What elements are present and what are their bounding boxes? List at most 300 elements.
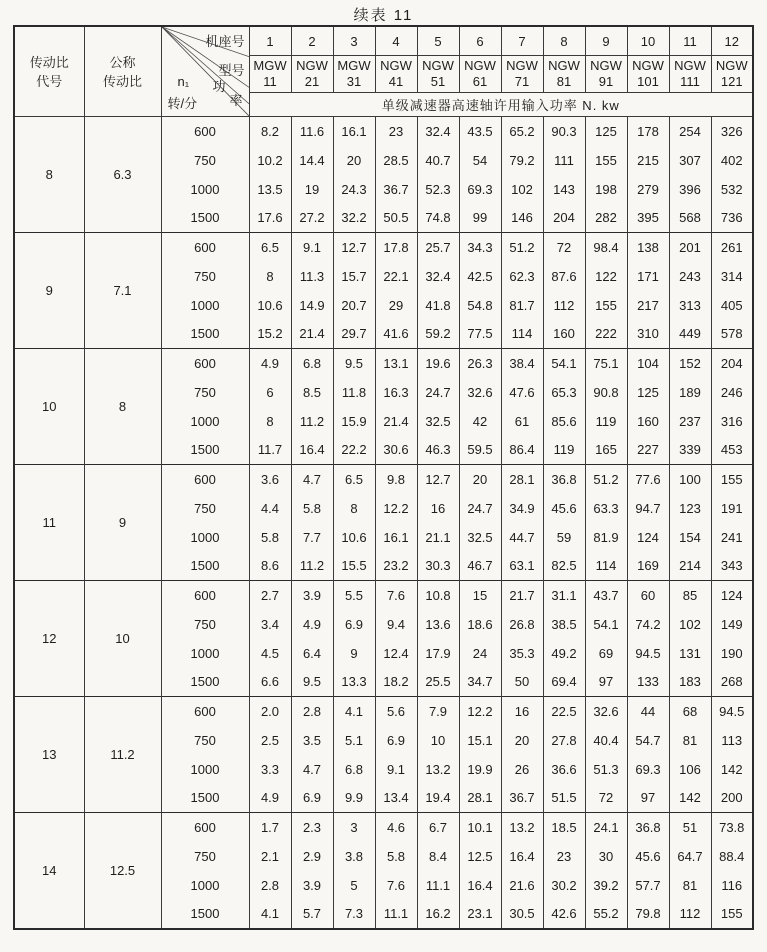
model-cell-3 <box>333 56 375 93</box>
power-value-cell: 85.6 <box>543 407 585 436</box>
power-value-cell: 26.3 <box>459 349 501 378</box>
power-value-cell: 36.7 <box>501 784 543 813</box>
power-value-cell: 43.7 <box>585 581 627 610</box>
power-value-cell: 60 <box>627 581 669 610</box>
power-value-cell: 2.7 <box>249 581 291 610</box>
power-label-char2: 率 <box>229 93 243 108</box>
power-value-cell: 51 <box>669 813 711 842</box>
power-value-cell: 279 <box>627 175 669 204</box>
model-cell-12 <box>711 56 753 93</box>
power-value-cell: 736 <box>711 204 753 233</box>
power-value-cell: 24.7 <box>417 378 459 407</box>
power-value-cell: 6.9 <box>375 726 417 755</box>
power-value-cell: 8.2 <box>249 117 291 146</box>
power-value-cell: 42.5 <box>459 262 501 291</box>
power-value-cell: 24.3 <box>333 175 375 204</box>
power-value-cell: 24.1 <box>585 813 627 842</box>
power-value-cell: 98.4 <box>585 233 627 262</box>
power-value-cell: 171 <box>627 262 669 291</box>
power-value-cell: 13.4 <box>375 784 417 813</box>
power-value-cell: 54.1 <box>543 349 585 378</box>
speed-cell: 1500 <box>161 552 249 581</box>
power-value-cell: 11.8 <box>333 378 375 407</box>
power-value-cell: 81.7 <box>501 291 543 320</box>
power-value-cell: 6.8 <box>333 755 375 784</box>
power-value-cell: 125 <box>627 378 669 407</box>
power-value-cell: 191 <box>711 494 753 523</box>
power-value-cell: 222 <box>585 320 627 349</box>
power-value-cell: 45.6 <box>543 494 585 523</box>
power-value-cell: 40.7 <box>417 146 459 175</box>
nominal-ratio-cell: 7.1 <box>84 233 161 349</box>
power-value-cell: 32.5 <box>459 523 501 552</box>
ratio-code-cell: 10 <box>14 349 84 465</box>
power-value-cell: 21.1 <box>417 523 459 552</box>
power-value-cell: 27.2 <box>291 204 333 233</box>
power-value-cell: 69.3 <box>627 755 669 784</box>
model-series: NGW <box>674 58 706 73</box>
power-value-cell: 27.8 <box>543 726 585 755</box>
power-value-cell: 22.5 <box>543 697 585 726</box>
power-value-cell: 243 <box>669 262 711 291</box>
power-value-cell: 39.2 <box>585 871 627 900</box>
power-value-cell: 79.2 <box>501 146 543 175</box>
table-row <box>14 465 753 494</box>
power-value-cell: 8 <box>249 407 291 436</box>
power-value-cell: 146 <box>501 204 543 233</box>
power-value-cell: 16.4 <box>459 871 501 900</box>
power-value-cell: 21.6 <box>501 871 543 900</box>
power-value-cell: 114 <box>585 552 627 581</box>
power-value-cell: 32.6 <box>459 378 501 407</box>
power-value-cell: 31.1 <box>543 581 585 610</box>
speed-cell: 1000 <box>161 291 249 320</box>
power-value-cell: 152 <box>669 349 711 378</box>
power-value-cell: 19.9 <box>459 755 501 784</box>
power-value-cell: 316 <box>711 407 753 436</box>
power-value-cell: 112 <box>669 900 711 929</box>
power-value-cell: 102 <box>501 175 543 204</box>
power-value-cell: 68 <box>669 697 711 726</box>
power-value-cell: 8.4 <box>417 842 459 871</box>
power-value-cell: 246 <box>711 378 753 407</box>
power-value-cell: 19 <box>291 175 333 204</box>
power-value-cell: 54.1 <box>585 610 627 639</box>
power-value-cell: 6.9 <box>333 610 375 639</box>
power-value-cell: 13.2 <box>501 813 543 842</box>
power-value-cell: 3.4 <box>249 610 291 639</box>
power-value-cell: 29.7 <box>333 320 375 349</box>
power-value-cell: 155 <box>711 465 753 494</box>
model-size: 61 <box>472 74 488 89</box>
power-value-cell: 112 <box>543 291 585 320</box>
speed-cell: 1000 <box>161 523 249 552</box>
power-value-cell: 51.5 <box>543 784 585 813</box>
power-value-cell: 49.2 <box>543 639 585 668</box>
power-value-cell: 149 <box>711 610 753 639</box>
power-value-cell: 7.6 <box>375 871 417 900</box>
power-value-cell: 10.6 <box>333 523 375 552</box>
power-value-cell: 7.9 <box>417 697 459 726</box>
power-value-cell: 237 <box>669 407 711 436</box>
diagonal-header-cell <box>161 26 249 117</box>
model-series: NGW <box>380 58 412 73</box>
power-value-cell: 43.5 <box>459 117 501 146</box>
power-value-cell: 23.2 <box>375 552 417 581</box>
power-value-cell: 3 <box>333 813 375 842</box>
ratio-code-cell: 9 <box>14 233 84 349</box>
power-value-cell: 201 <box>669 233 711 262</box>
power-value-cell: 9.1 <box>375 755 417 784</box>
power-value-cell: 16.4 <box>291 436 333 465</box>
power-value-cell: 14.9 <box>291 291 333 320</box>
power-value-cell: 59.2 <box>417 320 459 349</box>
power-value-cell: 90.3 <box>543 117 585 146</box>
speed-cell: 1500 <box>161 320 249 349</box>
power-value-cell: 578 <box>711 320 753 349</box>
power-value-cell: 38.4 <box>501 349 543 378</box>
power-value-cell: 198 <box>585 175 627 204</box>
power-value-cell: 52.3 <box>417 175 459 204</box>
power-value-cell: 26.8 <box>501 610 543 639</box>
power-value-cell: 63.1 <box>501 552 543 581</box>
power-value-cell: 34.3 <box>459 233 501 262</box>
power-value-cell: 104 <box>627 349 669 378</box>
power-value-cell: 9.8 <box>375 465 417 494</box>
frame-number-5: 5 <box>417 26 459 56</box>
power-value-cell: 214 <box>669 552 711 581</box>
speed-cell: 600 <box>161 697 249 726</box>
power-value-cell: 19.6 <box>417 349 459 378</box>
power-value-cell: 44.7 <box>501 523 543 552</box>
power-value-cell: 131 <box>669 639 711 668</box>
model-size: 31 <box>346 74 362 89</box>
table-row <box>14 697 753 726</box>
speed-cell: 1000 <box>161 175 249 204</box>
power-value-cell: 20 <box>501 726 543 755</box>
model-series: NGW <box>590 58 622 73</box>
power-value-cell: 261 <box>711 233 753 262</box>
power-value-cell: 8 <box>333 494 375 523</box>
speed-cell: 750 <box>161 146 249 175</box>
power-value-cell: 282 <box>585 204 627 233</box>
nominal-ratio-cell: 12.5 <box>84 813 161 929</box>
power-value-cell: 21.7 <box>501 581 543 610</box>
speed-cell: 750 <box>161 262 249 291</box>
power-value-cell: 13.3 <box>333 668 375 697</box>
power-value-cell: 20 <box>459 465 501 494</box>
power-value-cell: 532 <box>711 175 753 204</box>
power-value-cell: 10.6 <box>249 291 291 320</box>
power-value-cell: 11.6 <box>291 117 333 146</box>
frame-number-2: 2 <box>291 26 333 56</box>
power-value-cell: 38.5 <box>543 610 585 639</box>
speed-cell: 750 <box>161 610 249 639</box>
power-value-cell: 17.8 <box>375 233 417 262</box>
power-value-cell: 75.1 <box>585 349 627 378</box>
model-cell-8 <box>543 56 585 93</box>
power-value-cell: 4.9 <box>249 784 291 813</box>
power-value-cell: 34.9 <box>501 494 543 523</box>
power-value-cell: 30 <box>585 842 627 871</box>
ratio-code-cell: 11 <box>14 465 84 581</box>
speed-cell: 1000 <box>161 407 249 436</box>
power-value-cell: 57.7 <box>627 871 669 900</box>
model-cell-7 <box>501 56 543 93</box>
power-value-cell: 6.4 <box>291 639 333 668</box>
nominal-ratio-cell: 8 <box>84 349 161 465</box>
nominal-ratio-header-line2: 传动比 <box>102 73 142 89</box>
power-value-cell: 7.6 <box>375 581 417 610</box>
power-value-cell: 47.6 <box>501 378 543 407</box>
ratio-code-header <box>14 26 84 117</box>
table-row <box>14 813 753 842</box>
power-value-cell: 4.6 <box>375 813 417 842</box>
power-value-cell: 4.7 <box>291 465 333 494</box>
power-value-cell: 6.8 <box>291 349 333 378</box>
power-value-cell: 2.5 <box>249 726 291 755</box>
power-value-cell: 13.1 <box>375 349 417 378</box>
power-value-cell: 28.1 <box>501 465 543 494</box>
power-value-cell: 34.7 <box>459 668 501 697</box>
model-size: 91 <box>598 74 614 89</box>
power-value-cell: 119 <box>543 436 585 465</box>
power-value-cell: 46.3 <box>417 436 459 465</box>
power-value-cell: 7.3 <box>333 900 375 929</box>
power-value-cell: 32.6 <box>585 697 627 726</box>
power-value-cell: 59.5 <box>459 436 501 465</box>
speed-cell: 1500 <box>161 204 249 233</box>
power-value-cell: 19.4 <box>417 784 459 813</box>
model-cell-6 <box>459 56 501 93</box>
power-value-cell: 30.6 <box>375 436 417 465</box>
power-value-cell: 74.8 <box>417 204 459 233</box>
speed-cell: 1500 <box>161 900 249 929</box>
speed-cell: 600 <box>161 465 249 494</box>
power-value-cell: 268 <box>711 668 753 697</box>
power-value-cell: 46.7 <box>459 552 501 581</box>
nominal-ratio-cell: 9 <box>84 465 161 581</box>
power-value-cell: 8.5 <box>291 378 333 407</box>
power-value-cell: 190 <box>711 639 753 668</box>
power-value-cell: 3.9 <box>291 871 333 900</box>
power-value-cell: 6.5 <box>249 233 291 262</box>
power-value-cell: 20 <box>333 146 375 175</box>
power-value-cell: 6.9 <box>291 784 333 813</box>
power-value-cell: 36.8 <box>543 465 585 494</box>
power-value-cell: 395 <box>627 204 669 233</box>
power-value-cell: 54 <box>459 146 501 175</box>
power-value-cell: 30.2 <box>543 871 585 900</box>
power-value-cell: 204 <box>543 204 585 233</box>
power-value-cell: 307 <box>669 146 711 175</box>
table-row <box>14 349 753 378</box>
power-value-cell: 4.1 <box>333 697 375 726</box>
model-size: 101 <box>637 74 659 89</box>
frame-number-11: 11 <box>669 26 711 56</box>
power-value-cell: 94.7 <box>627 494 669 523</box>
power-value-cell: 138 <box>627 233 669 262</box>
power-value-cell: 189 <box>669 378 711 407</box>
power-value-cell: 254 <box>669 117 711 146</box>
power-value-cell: 8.6 <box>249 552 291 581</box>
power-value-cell: 10 <box>417 726 459 755</box>
nominal-ratio-cell: 10 <box>84 581 161 697</box>
frame-number-9: 9 <box>585 26 627 56</box>
model-series: NGW <box>422 58 454 73</box>
power-value-cell: 72 <box>585 784 627 813</box>
power-value-cell: 62.3 <box>501 262 543 291</box>
power-value-cell: 11.7 <box>249 436 291 465</box>
power-value-cell: 51.3 <box>585 755 627 784</box>
power-value-cell: 40.4 <box>585 726 627 755</box>
power-value-cell: 16.2 <box>417 900 459 929</box>
power-value-cell: 10.8 <box>417 581 459 610</box>
power-value-cell: 3.6 <box>249 465 291 494</box>
power-value-cell: 42 <box>459 407 501 436</box>
speed-cell: 600 <box>161 581 249 610</box>
ratio-code-header-line1: 传动比 <box>29 54 69 70</box>
power-value-cell: 77.6 <box>627 465 669 494</box>
power-value-cell: 32.2 <box>333 204 375 233</box>
power-value-cell: 125 <box>585 117 627 146</box>
power-value-cell: 12.4 <box>375 639 417 668</box>
model-series: NGW <box>632 58 664 73</box>
power-value-cell: 54.8 <box>459 291 501 320</box>
power-value-cell: 217 <box>627 291 669 320</box>
power-value-cell: 44 <box>627 697 669 726</box>
page-title: 续表 11 <box>353 7 414 24</box>
power-value-cell: 12.2 <box>459 697 501 726</box>
frame-number-4: 4 <box>375 26 417 56</box>
table-row <box>14 117 753 146</box>
power-value-cell: 2.0 <box>249 697 291 726</box>
power-value-cell: 20.7 <box>333 291 375 320</box>
power-value-cell: 568 <box>669 204 711 233</box>
speed-cell: 600 <box>161 233 249 262</box>
frame-number-6: 6 <box>459 26 501 56</box>
model-cell-4 <box>375 56 417 93</box>
model-size: 111 <box>680 74 700 89</box>
power-value-cell: 88.4 <box>711 842 753 871</box>
power-value-cell: 116 <box>711 871 753 900</box>
power-value-cell: 13.5 <box>249 175 291 204</box>
power-value-cell: 160 <box>627 407 669 436</box>
power-value-cell: 64.7 <box>669 842 711 871</box>
power-value-cell: 5.8 <box>249 523 291 552</box>
power-value-cell: 183 <box>669 668 711 697</box>
power-value-cell: 5.7 <box>291 900 333 929</box>
power-value-cell: 339 <box>669 436 711 465</box>
power-value-cell: 6 <box>249 378 291 407</box>
power-value-cell: 154 <box>669 523 711 552</box>
table-row <box>14 233 753 262</box>
n1-label: n₁ <box>177 74 190 89</box>
model-size: 41 <box>388 74 404 89</box>
power-value-cell: 178 <box>627 117 669 146</box>
power-value-cell: 65.3 <box>543 378 585 407</box>
power-value-cell: 155 <box>711 900 753 929</box>
power-value-cell: 5.6 <box>375 697 417 726</box>
power-value-cell: 5.1 <box>333 726 375 755</box>
power-value-cell: 4.5 <box>249 639 291 668</box>
power-value-cell: 3.3 <box>249 755 291 784</box>
power-value-cell: 59 <box>543 523 585 552</box>
model-size: 71 <box>514 74 530 89</box>
power-value-cell: 45.6 <box>627 842 669 871</box>
frame-number-7: 7 <box>501 26 543 56</box>
power-value-cell: 15.9 <box>333 407 375 436</box>
power-value-cell: 16.4 <box>501 842 543 871</box>
power-value-cell: 69.3 <box>459 175 501 204</box>
nominal-ratio-header-line1: 公称 <box>109 54 136 70</box>
power-value-cell: 77.5 <box>459 320 501 349</box>
model-label: 型号 <box>218 63 245 78</box>
power-value-cell: 32.4 <box>417 117 459 146</box>
power-value-cell: 6.6 <box>249 668 291 697</box>
power-value-cell: 106 <box>669 755 711 784</box>
power-value-cell: 453 <box>711 436 753 465</box>
power-value-cell: 82.5 <box>543 552 585 581</box>
power-value-cell: 55.2 <box>585 900 627 929</box>
power-value-cell: 9.9 <box>333 784 375 813</box>
power-value-cell: 133 <box>627 668 669 697</box>
power-value-cell: 313 <box>669 291 711 320</box>
frame-number-8: 8 <box>543 26 585 56</box>
power-value-cell: 314 <box>711 262 753 291</box>
power-value-cell: 28.1 <box>459 784 501 813</box>
frame-number-10: 10 <box>627 26 669 56</box>
power-value-cell: 97 <box>627 784 669 813</box>
power-value-cell: 1.7 <box>249 813 291 842</box>
power-value-cell: 36.6 <box>543 755 585 784</box>
power-value-cell: 8 <box>249 262 291 291</box>
power-value-cell: 7.7 <box>291 523 333 552</box>
power-value-cell: 85 <box>669 581 711 610</box>
power-value-cell: 4.1 <box>249 900 291 929</box>
power-value-cell: 12.7 <box>417 465 459 494</box>
model-size: 21 <box>304 74 320 89</box>
power-value-cell: 9.5 <box>291 668 333 697</box>
power-value-cell: 22.2 <box>333 436 375 465</box>
ratio-code-header-line2: 代号 <box>36 73 63 89</box>
power-value-cell: 227 <box>627 436 669 465</box>
speed-cell: 1500 <box>161 784 249 813</box>
power-value-cell: 142 <box>669 784 711 813</box>
model-series: MGW <box>337 58 371 73</box>
power-value-cell: 11.3 <box>291 262 333 291</box>
power-value-cell: 72 <box>543 233 585 262</box>
power-label-char1: 功 <box>212 79 226 94</box>
power-value-cell: 15.7 <box>333 262 375 291</box>
power-value-cell: 6.7 <box>417 813 459 842</box>
power-value-cell: 114 <box>501 320 543 349</box>
power-value-cell: 61 <box>501 407 543 436</box>
speed-cell: 1000 <box>161 871 249 900</box>
frame-number-3: 3 <box>333 26 375 56</box>
power-value-cell: 23 <box>543 842 585 871</box>
power-value-cell: 12.5 <box>459 842 501 871</box>
power-value-cell: 99 <box>459 204 501 233</box>
power-value-cell: 200 <box>711 784 753 813</box>
power-value-cell: 122 <box>585 262 627 291</box>
power-value-cell: 10.1 <box>459 813 501 842</box>
power-value-cell: 13.2 <box>417 755 459 784</box>
power-value-cell: 5.8 <box>375 842 417 871</box>
power-value-cell: 36.7 <box>375 175 417 204</box>
model-size: 11 <box>263 74 277 89</box>
power-value-cell: 21.4 <box>291 320 333 349</box>
